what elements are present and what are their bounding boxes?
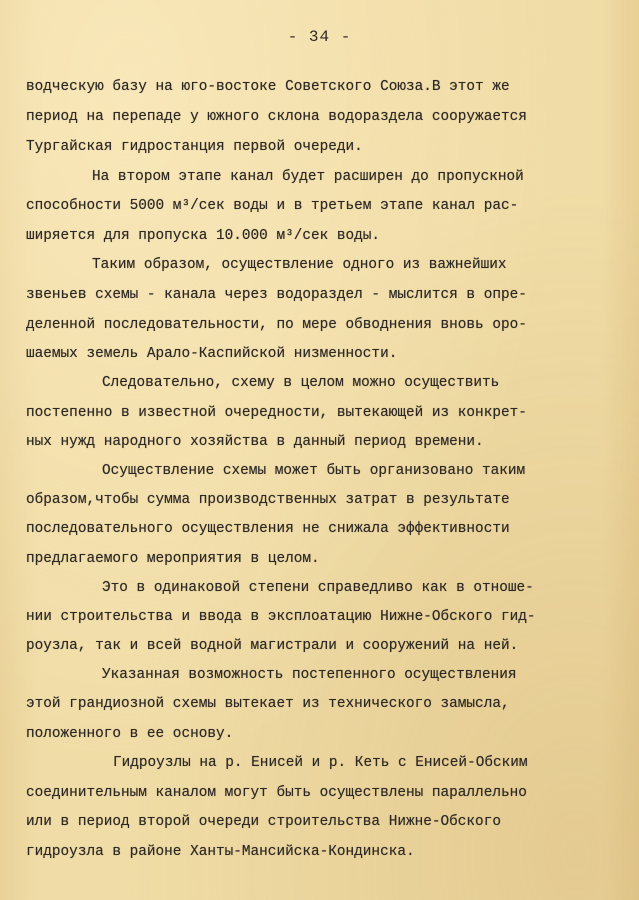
text-line: способности 5000 м³/сек воды и в третьем этапе канал рас- [26,198,519,214]
paragraph-first-line: Таким образом, осуществление одного из важнейших [92,257,507,273]
text-line: гидроузла в районе Ханты-Мансийска-Кондинска. [26,844,415,860]
text-line: звеньев схемы - канала через водораздел - мыслится в опре- [26,287,527,303]
text-line: роузла, так и всей водной магистрали и сооружений на ней. [26,638,519,654]
text-line: водческую базу на юго-востоке Советского Союза.В этот же [26,79,510,95]
paragraph-first-line: Осуществление схемы может быть организовано таким [102,463,526,479]
text-line: последовательного осуществления не снижала эффективности [26,521,510,537]
text-line: предлагаемого мероприятия в целом. [26,551,320,567]
text-line: Тургайская гидростанция первой очереди. [26,139,363,155]
paragraph-first-line: Гидроузлы на р. Енисей и р. Кеть с Енисей-Обским [113,755,528,771]
page-number: - 34 - [287,28,352,46]
text-line: нии строительства и ввода в эксплоатацию Нижне-Обского гид- [26,609,536,625]
text-line: соединительным каналом могут быть осуществлены параллельно [26,785,527,801]
text-line: положенного в ее основу. [26,726,234,742]
text-line: шаемых земель Арало-Каспийской низменности. [26,346,398,362]
text-line: ных нужд народного хозяйства в данный период времени. [26,434,484,450]
paragraph-first-line: На втором этапе канал будет расширен до пропускной [92,169,524,185]
text-line: ширяется для пропуска 10.000 м³/сек воды. [26,228,381,244]
text-line: период на перепаде у южного склона водораздела сооружается [26,109,527,125]
text-line: постепенно в известной очередности, вытекающей из конкрет- [26,405,527,421]
text-line: этой грандиозной схемы вытекает из технического замысла, [26,696,510,712]
paragraph-first-line: Это в одинаковой степени справедливо как в отноше- [102,580,534,596]
text-line: образом,чтобы сумма производственных затрат в результате [26,492,510,508]
text-line: деленной последовательности, по мере обводнения вновь оро- [26,317,527,333]
paragraph-first-line: Указанная возможность постепенного осуществления [102,667,517,683]
paragraph-first-line: Следовательно, схему в целом можно осуществить [102,375,500,391]
text-line: или в период второй очереди строительства Нижне-Обского [26,814,501,830]
